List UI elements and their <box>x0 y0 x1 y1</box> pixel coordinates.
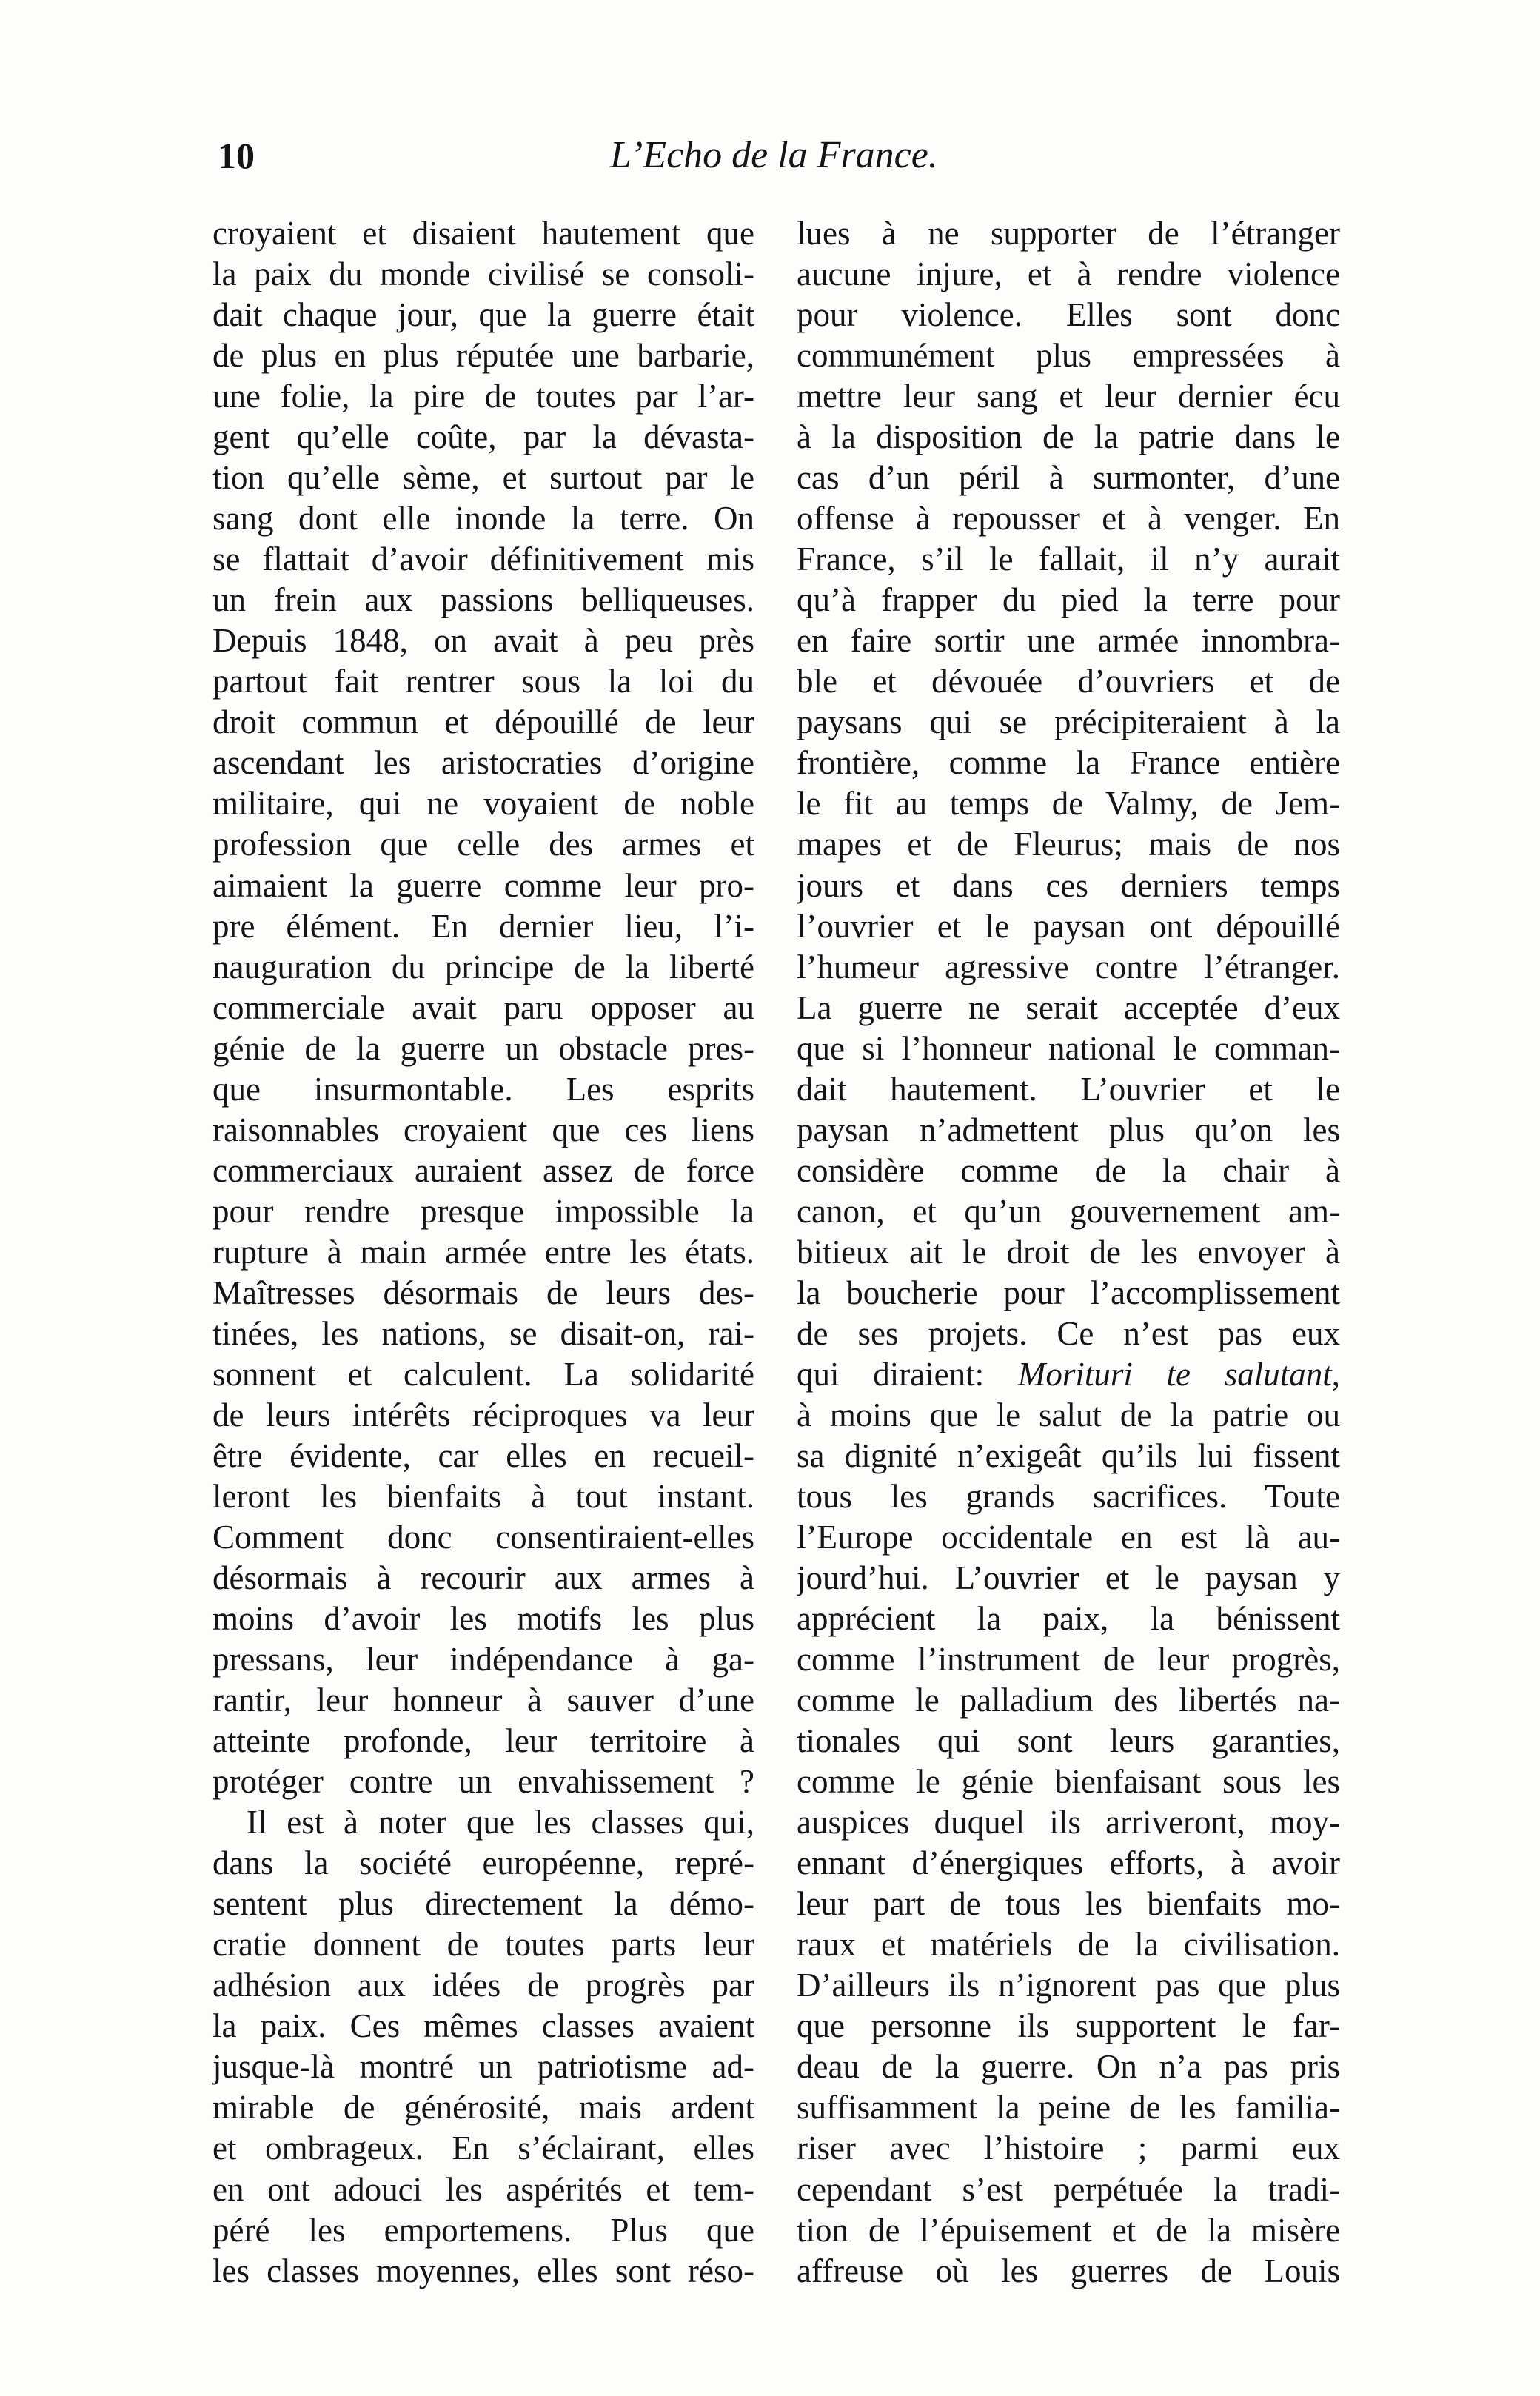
text-line: commerciale avait paru opposer au <box>212 988 754 1026</box>
text-line: deau de la guerre. On n’a pas pris <box>797 2048 1340 2086</box>
text-line: les classes moyennes, elles sont réso- <box>212 2252 754 2289</box>
text-line: aimaient la guerre comme leur pro- <box>212 866 754 904</box>
text-line: tion qu’elle sème, et surtout par le <box>212 459 754 497</box>
text-line: offense à repousser et à venger. En <box>797 500 1340 538</box>
text-line: tion de l’épuisement et de la misère <box>797 2211 1340 2249</box>
text-line: la boucherie pour l’accomplissement <box>797 1274 1340 1311</box>
text-line: Maîtresses désormais de leurs des- <box>212 1274 754 1311</box>
text-line: adhésion aux idées de progrès par <box>212 1967 754 2004</box>
running-title: L’Echo de la France. <box>610 134 938 176</box>
text-line: jourd’hui. L’ouvrier et le paysan y <box>797 1559 1340 1597</box>
left-text-column <box>212 213 754 2292</box>
text-line: mettre leur sang et leur dernier écu <box>797 378 1340 415</box>
text-line: apprécient la paix, la bénissent <box>797 1600 1340 1638</box>
text-line: dait chaque jour, que la guerre était <box>212 296 754 334</box>
text-line: commerciaux auraient assez de force <box>212 1151 754 1189</box>
line-segment: qui diraient: <box>797 1355 1018 1393</box>
text-line: suffisamment la peine de les familia- <box>797 2089 1340 2126</box>
text-line: de ses projets. Ce n’est pas eux <box>797 1314 1340 1352</box>
page-number: 10 <box>218 135 255 176</box>
text-line: Comment donc consentiraient-elles <box>212 1519 754 1556</box>
text-line: jusque-là montré un patriotisme ad- <box>212 2048 754 2086</box>
text-line: être évidente, car elles en recueil- <box>212 1436 754 1474</box>
italic-phrase: Morituri te salutant <box>1017 1355 1332 1393</box>
line-segment: , <box>1331 1355 1340 1393</box>
text-line: pre élément. En dernier lieu, l’i- <box>212 907 754 945</box>
text-line: désormais à recourir aux armes à <box>212 1559 754 1597</box>
text-line: raux et matériels de la civilisation. <box>797 1926 1340 1964</box>
text-line: la paix du monde civilisé se consoli- <box>212 255 754 293</box>
text-line: à moins que le salut de la patrie ou <box>797 1396 1340 1433</box>
text-line: la paix. Ces mêmes classes avaient <box>212 2007 754 2045</box>
text-line: atteinte profonde, leur territoire à <box>212 1722 754 1760</box>
text-line: et ombrageux. En s’éclairant, elles <box>212 2129 754 2167</box>
text-line: riser avec l’histoire ; parmi eux <box>797 2129 1340 2167</box>
text-line: lues à ne supporter de l’étranger <box>797 215 1340 252</box>
text-line: tinées, les nations, se disait-on, rai- <box>212 1314 754 1352</box>
text-line: le fit au temps de Valmy, de Jem- <box>797 785 1340 823</box>
text-line: paysans qui se précipiteraient à la <box>797 703 1340 741</box>
text-line: qu’à frapper du pied la terre pour <box>797 581 1340 619</box>
text-line: nauguration du principe de la liberté <box>212 948 754 985</box>
text-line: rantir, leur honneur à sauver d’une <box>212 1681 754 1719</box>
text-line: Depuis 1848, on avait à peu près <box>212 622 754 660</box>
text-line: pour violence. Elles sont donc <box>797 296 1340 334</box>
text-line: canon, et qu’un gouvernement am- <box>797 1192 1340 1230</box>
text-line: l’ouvrier et le paysan ont dépouillé <box>797 907 1340 945</box>
text-line: que si l’honneur national le comman- <box>797 1029 1340 1067</box>
text-line: un frein aux passions belliqueuses. <box>212 581 754 619</box>
text-line: l’Europe occidentale en est là au- <box>797 1519 1340 1556</box>
text-line: cratie donnent de toutes parts leur <box>212 1926 754 1964</box>
text-line: génie de la guerre un obstacle pres- <box>212 1029 754 1067</box>
text-line: profession que celle des armes et <box>212 826 754 863</box>
text-line: à la disposition de la patrie dans le <box>797 418 1340 456</box>
text-line: protéger contre un envahissement ? <box>212 1763 754 1801</box>
text-line: leur part de tous les bienfaits mo- <box>797 1885 1340 1923</box>
text-line: tous les grands sacrifices. Toute <box>797 1477 1340 1515</box>
text-line: se flattait d’avoir définitivement mis <box>212 541 754 578</box>
text-line: ennant d’énergiques efforts, à avoir <box>797 1844 1340 1882</box>
text-line: sentent plus directement la démo- <box>212 1885 754 1923</box>
text-line: leront les bienfaits à tout instant. <box>212 1477 754 1515</box>
text-line: mapes et de Fleurus; mais de nos <box>797 826 1340 863</box>
text-line: paysan n’admettent plus qu’on les <box>797 1111 1340 1148</box>
text-line: péré les emportemens. Plus que <box>212 2211 754 2249</box>
text-line: ascendant les aristocraties d’origine <box>212 744 754 782</box>
right-text-column <box>797 213 1340 2292</box>
text-line: de leurs intérêts réciproques va leur <box>212 1396 754 1433</box>
text-line: cas d’un péril à surmonter, d’une <box>797 459 1340 497</box>
text-line: en faire sortir une armée innombra- <box>797 622 1340 660</box>
text-line: D’ailleurs ils n’ignorent pas que plus <box>797 1967 1340 2004</box>
text-line: partout fait rentrer sous la loi du <box>212 663 754 700</box>
text-line: dans la société européenne, repré- <box>212 1844 754 1882</box>
text-line: que insurmontable. Les esprits <box>212 1070 754 1108</box>
text-line: une folie, la pire de toutes par l’ar- <box>212 378 754 415</box>
text-line: gent qu’elle coûte, par la dévasta- <box>212 418 754 456</box>
text-line: France, s’il le fallait, il n’y aurait <box>797 541 1340 578</box>
text-line: de plus en plus réputée une barbarie, <box>212 337 754 375</box>
text-line: La guerre ne serait acceptée d’eux <box>797 988 1340 1026</box>
text-line: sang dont elle inonde la terre. On <box>212 500 754 538</box>
text-line: pressans, leur indépendance à ga- <box>212 1641 754 1679</box>
text-line: croyaient et disaient hautement que <box>212 215 754 252</box>
text-line: tionales qui sont leurs garanties, <box>797 1722 1340 1760</box>
text-line: bitieux ait le droit de les envoyer à <box>797 1233 1340 1271</box>
text-line: auspices duquel ils arriveront, moy- <box>797 1804 1340 1841</box>
text-line: Il est à noter que les classes qui, <box>247 1804 754 1841</box>
text-line: l’humeur agressive contre l’étranger. <box>797 948 1340 985</box>
text-line: jours et dans ces derniers temps <box>797 866 1340 904</box>
text-line: rupture à main armée entre les états. <box>212 1233 754 1271</box>
text-line: comme le génie bienfaisant sous les <box>797 1763 1340 1801</box>
text-line: pour rendre presque impossible la <box>212 1192 754 1230</box>
text-line: communément plus empressées à <box>797 337 1340 375</box>
text-line: mirable de générosité, mais ardent <box>212 2089 754 2126</box>
text-line: que personne ils supportent le far- <box>797 2007 1340 2045</box>
text-line: affreuse où les guerres de Louis <box>797 2252 1340 2289</box>
text-line: raisonnables croyaient que ces liens <box>212 1111 754 1148</box>
text-line: militaire, qui ne voyaient de noble <box>212 785 754 823</box>
text-line <box>797 1354 1340 1395</box>
text-line: sonnent et calculent. La solidarité <box>212 1355 754 1393</box>
text-line: comme le palladium des libertés na- <box>797 1681 1340 1719</box>
text-line: frontière, comme la France entière <box>797 744 1340 782</box>
text-line: moins d’avoir les motifs les plus <box>212 1600 754 1638</box>
text-line: cependant s’est perpétuée la tradi- <box>797 2170 1340 2208</box>
text-line: comme l’instrument de leur progrès, <box>797 1641 1340 1679</box>
text-line: droit commun et dépouillé de leur <box>212 703 754 741</box>
text-line: dait hautement. L’ouvrier et le <box>797 1070 1340 1108</box>
text-line: considère comme de la chair à <box>797 1151 1340 1189</box>
text-line: ble et dévouée d’ouvriers et de <box>797 663 1340 700</box>
text-line: en ont adouci les aspérités et tem- <box>212 2170 754 2208</box>
text-line: sa dignité n’exigeât qu’ils lui fissent <box>797 1436 1340 1474</box>
text-line: aucune injure, et à rendre violence <box>797 255 1340 293</box>
